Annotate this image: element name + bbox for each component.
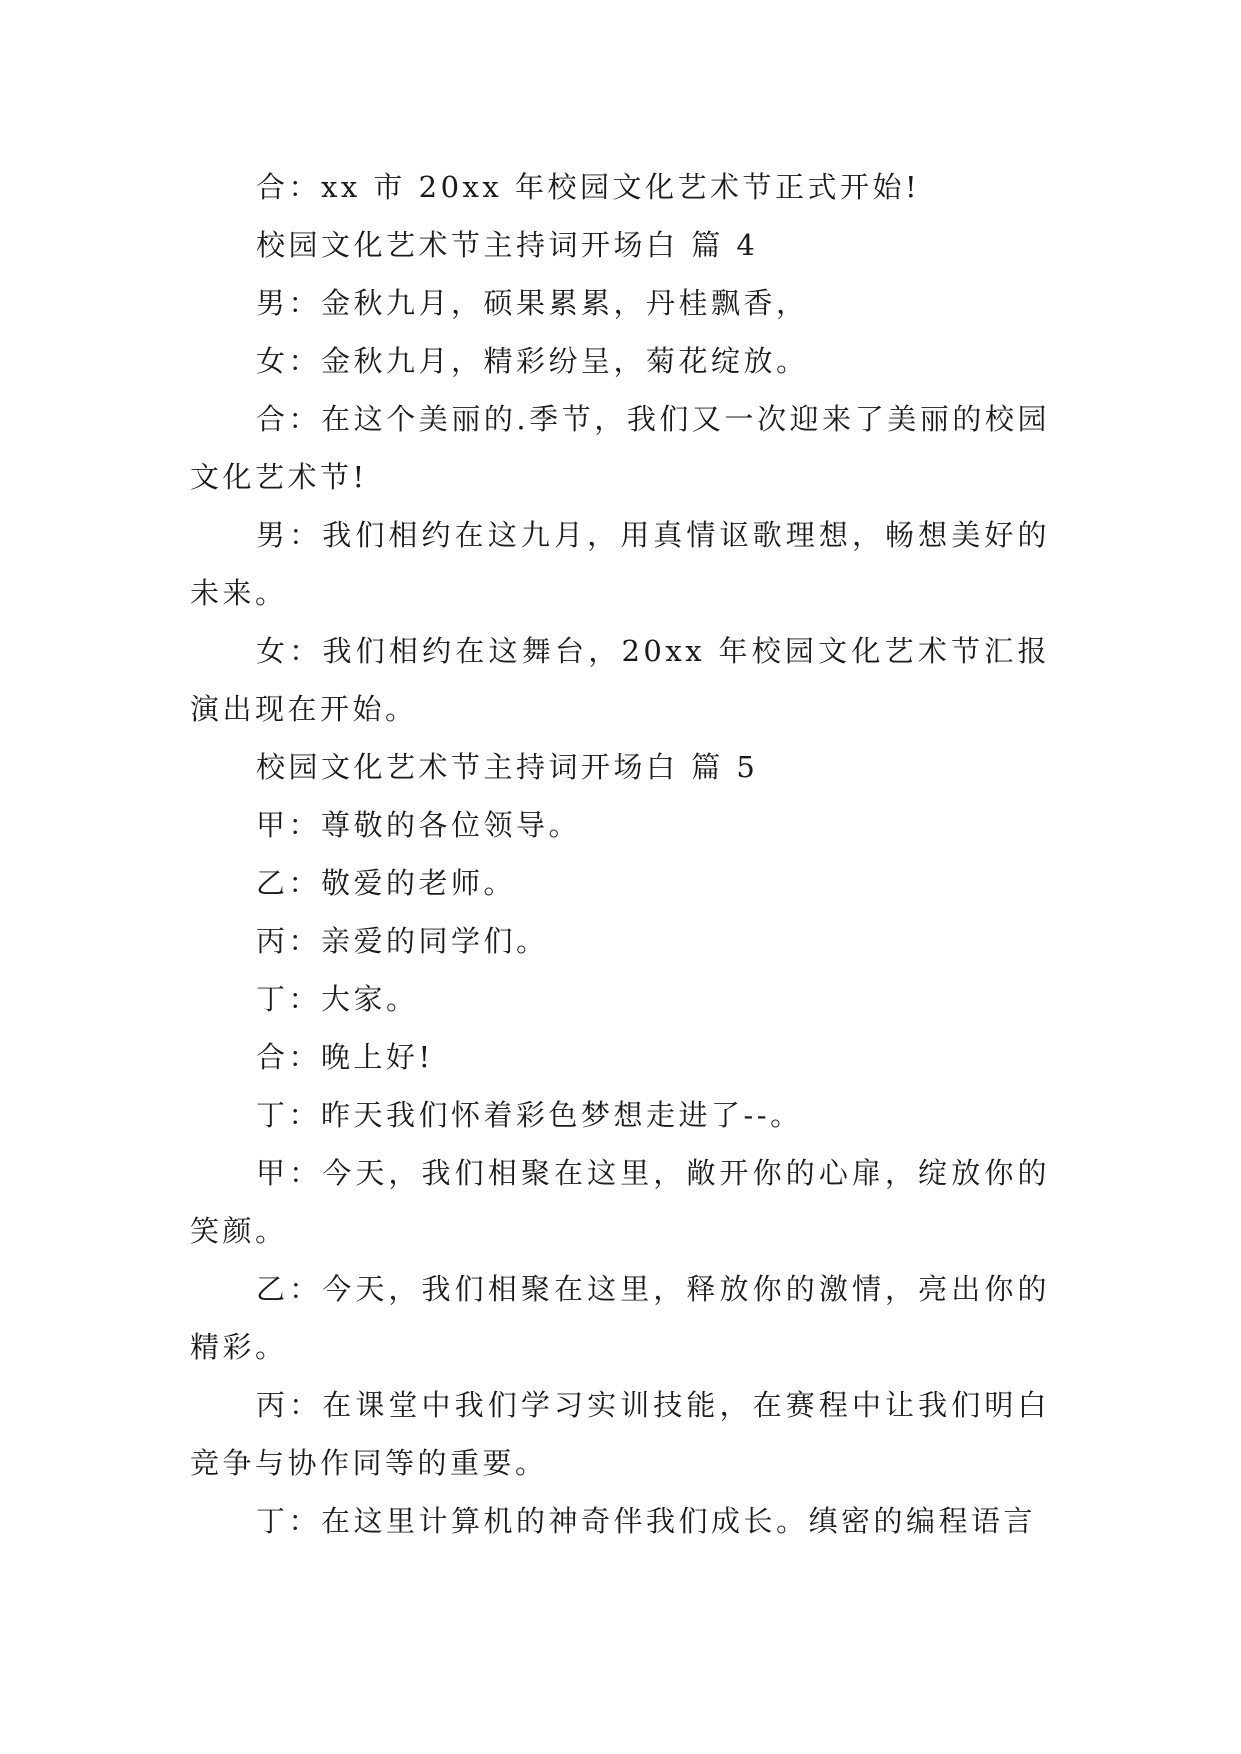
section-heading: 校园文化艺术节主持词开场白 篇 4 (256, 228, 759, 262)
paragraph-11: 丙：亲爱的同学们。 (256, 924, 549, 958)
paragraph-1: 合：xx 市 20xx 年校园文化艺术节正式开始! (256, 170, 921, 204)
paragraph-5: 合：在这个美丽的.季节，我们又一次迎来了美丽的校园文化艺术节! (190, 402, 1050, 494)
paragraph-14: 丁：昨天我们怀着彩色梦想走进了--。 (256, 1098, 803, 1132)
paragraph-7: 女：我们相约在这舞台，20xx 年校园文化艺术节汇报演出现在开始。 (190, 634, 1050, 726)
paragraph-10: 乙：敬爱的老师。 (256, 866, 517, 900)
paragraph-17: 丙：在课堂中我们学习实训技能，在赛程中让我们明白竞争与协作同等的重要。 (190, 1388, 1050, 1480)
section-heading: 校园文化艺术节主持词开场白 篇 5 (256, 750, 759, 784)
paragraph-9: 甲：尊敬的各位领导。 (256, 808, 582, 842)
paragraph-18: 丁：在这里计算机的神奇伴我们成长。缜密的编程语言 (256, 1504, 1037, 1538)
paragraph-16: 乙：今天，我们相聚在这里，释放你的激情，亮出你的精彩。 (190, 1272, 1050, 1364)
paragraph-15: 甲：今天，我们相聚在这里，敞开你的心扉，绽放你的笑颜。 (190, 1156, 1050, 1248)
paragraph-3: 男：金秋九月，硕果累累，丹桂飘香， (256, 286, 809, 320)
paragraph-6: 男：我们相约在这九月，用真情讴歌理想，畅想美好的未来。 (190, 518, 1050, 610)
paragraph-12: 丁：大家。 (256, 982, 419, 1016)
document-body (190, 158, 1050, 1550)
paragraph-13: 合：晚上好! (256, 1040, 434, 1074)
paragraph-4: 女：金秋九月，精彩纷呈，菊花绽放。 (256, 344, 809, 378)
